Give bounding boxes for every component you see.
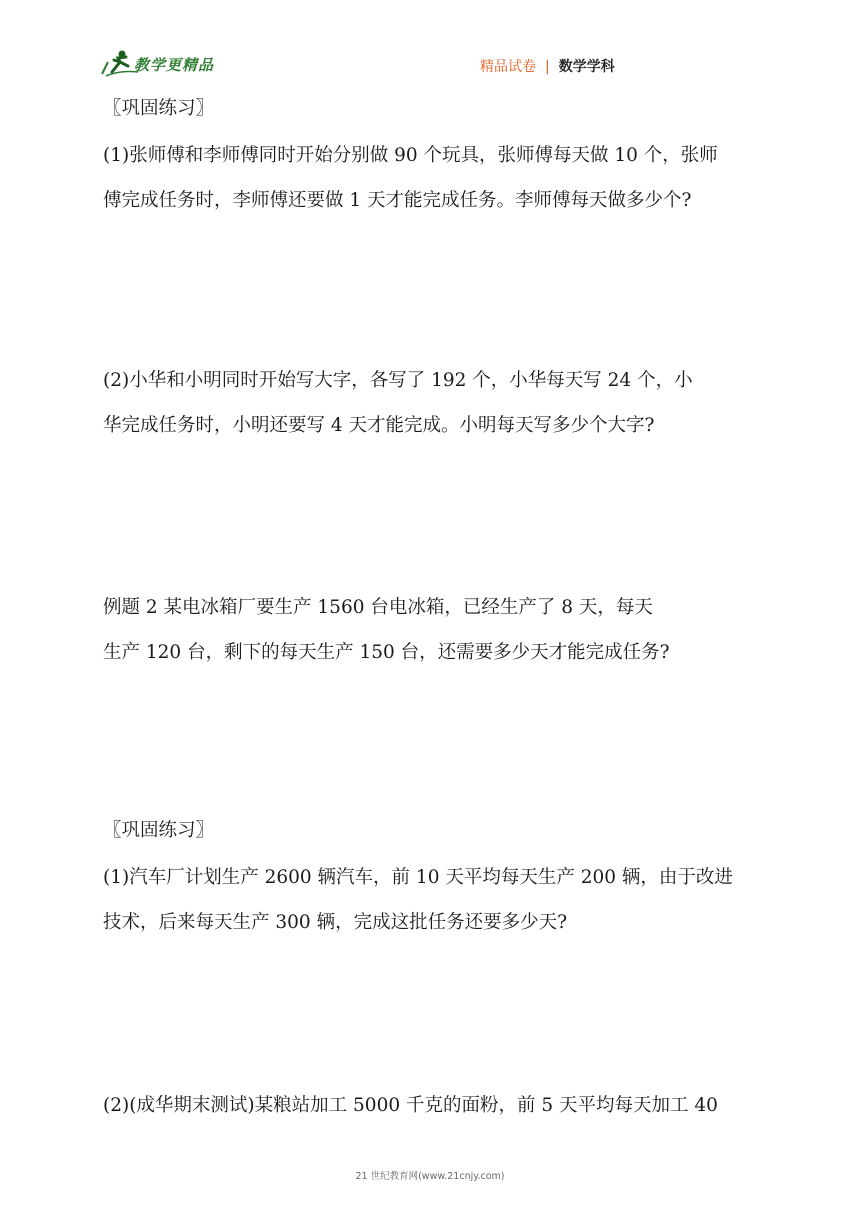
logo bbox=[100, 48, 220, 80]
section-heading: 〖巩固练习〗 bbox=[103, 98, 215, 119]
example-text: 例题 2 某电冰箱厂要生产 1560 台电冰箱，已经生产了 8 天，每天 bbox=[103, 597, 653, 618]
problem-text: (1)张师傅和李师傅同时开始分别做 90 个玩具，张师傅每天做 10 个，张师 bbox=[103, 145, 718, 166]
section-heading: 〖巩固练习〗 bbox=[103, 820, 215, 841]
problem-text: (1)汽车厂计划生产 2600 辆汽车，前 10 天平均每天生产 200 辆，由于改进 bbox=[103, 867, 733, 888]
problem-text: (2)(成华期末测试)某粮站加工 5000 千克的面粉，前 5 天平均每天加工 40 bbox=[103, 1095, 718, 1116]
problem-text: 傅完成任务时，李师傅还要做 1 天才能完成任务。李师傅每天做多少个? bbox=[103, 190, 692, 211]
page-footer: 21 世纪教育网(www.21cnjy.com) bbox=[355, 1171, 505, 1182]
brand-label: 精品试卷 bbox=[480, 59, 536, 75]
logo-text: 教学更精品 bbox=[134, 56, 215, 74]
header-right bbox=[480, 56, 615, 76]
subject-label: 数学学科 bbox=[558, 59, 615, 75]
page-header bbox=[0, 0, 860, 90]
problem-text: 华完成任务时，小明还要写 4 天才能完成。小明每天写多少个大字? bbox=[103, 415, 655, 436]
problem-text: 技术，后来每天生产 300 辆，完成这批任务还要多少天? bbox=[103, 912, 567, 933]
example-text: 生产 120 台，剩下的每天生产 150 台，还需要多少天才能完成任务? bbox=[103, 642, 670, 663]
problem-text: (2)小华和小明同时开始写大字，各写了 192 个，小华每天写 24 个，小 bbox=[103, 370, 693, 391]
header-separator: | bbox=[545, 59, 550, 75]
